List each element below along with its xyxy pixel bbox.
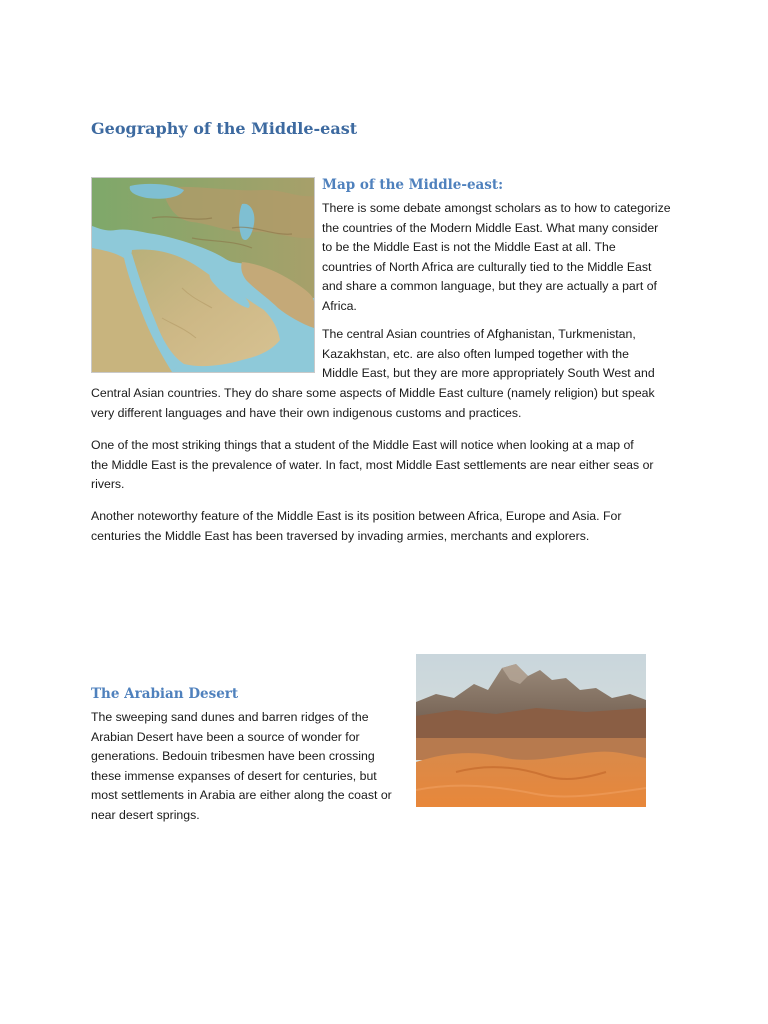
desert-paragraph [91, 708, 411, 826]
text-line: Another noteworthy feature of the Middle East is its position between Africa, Europe and Asia. For [91, 509, 622, 523]
intro-paragraph [322, 199, 690, 317]
text-line: The central Asian countries of Afghanistan, Turkmenistan, [322, 327, 636, 341]
text-line: countries of North Africa are culturally tied to the Middle East [322, 259, 652, 274]
map-section-heading: Map of the Middle-east: [322, 177, 504, 193]
arabian-desert-photo [416, 654, 646, 807]
text-line: the countries of the Modern Middle East. What many consider [322, 220, 659, 235]
text-line: Kazakhstan, etc. are also often lumped together with the [322, 346, 629, 361]
text-line: and share a common language, but they are actually a part of [322, 279, 657, 294]
central-asia-paragraph-end [91, 384, 691, 423]
text-line: to be the Middle East is not the Middle East at all. The [322, 240, 616, 255]
water-paragraph [91, 436, 691, 495]
text-line: There is some debate amongst scholars as to how to categorize [322, 201, 671, 215]
text-line: generations. Bedouin tribesmen have been crossing [91, 749, 375, 764]
page-title: Geography of the Middle-east [91, 119, 358, 138]
text-line: The sweeping sand dunes and barren ridges of the [91, 710, 369, 724]
text-line: very different languages and have their own indigenous customs and practices. [91, 405, 522, 420]
text-line: Middle East, but they are more appropriately South West and [322, 366, 655, 381]
text-line: Africa. [322, 298, 357, 313]
central-asia-paragraph-start [322, 325, 690, 384]
text-line: the Middle East is the prevalence of water. In fact, most Middle East settlements are near either seas or [91, 457, 654, 472]
text-line: rivers. [91, 477, 125, 492]
text-line: most settlements in Arabia are either along the coast or [91, 788, 392, 803]
text-line: One of the most striking things that a student of the Middle East will notice when looking at a map of [91, 438, 634, 452]
desert-section-heading: The Arabian Desert [91, 686, 239, 702]
location-paragraph [91, 507, 691, 546]
text-line: Arabian Desert have been a source of wonder for [91, 729, 360, 744]
text-line: centuries the Middle East has been traversed by invading armies, merchants and explorers. [91, 528, 590, 543]
text-line: these immense expanses of desert for centuries, but [91, 768, 377, 783]
text-line: near desert springs. [91, 807, 200, 822]
text-line: Central Asian countries. They do share some aspects of Middle East culture (namely religion) but speak [91, 386, 655, 400]
middle-east-map-image [91, 177, 315, 373]
